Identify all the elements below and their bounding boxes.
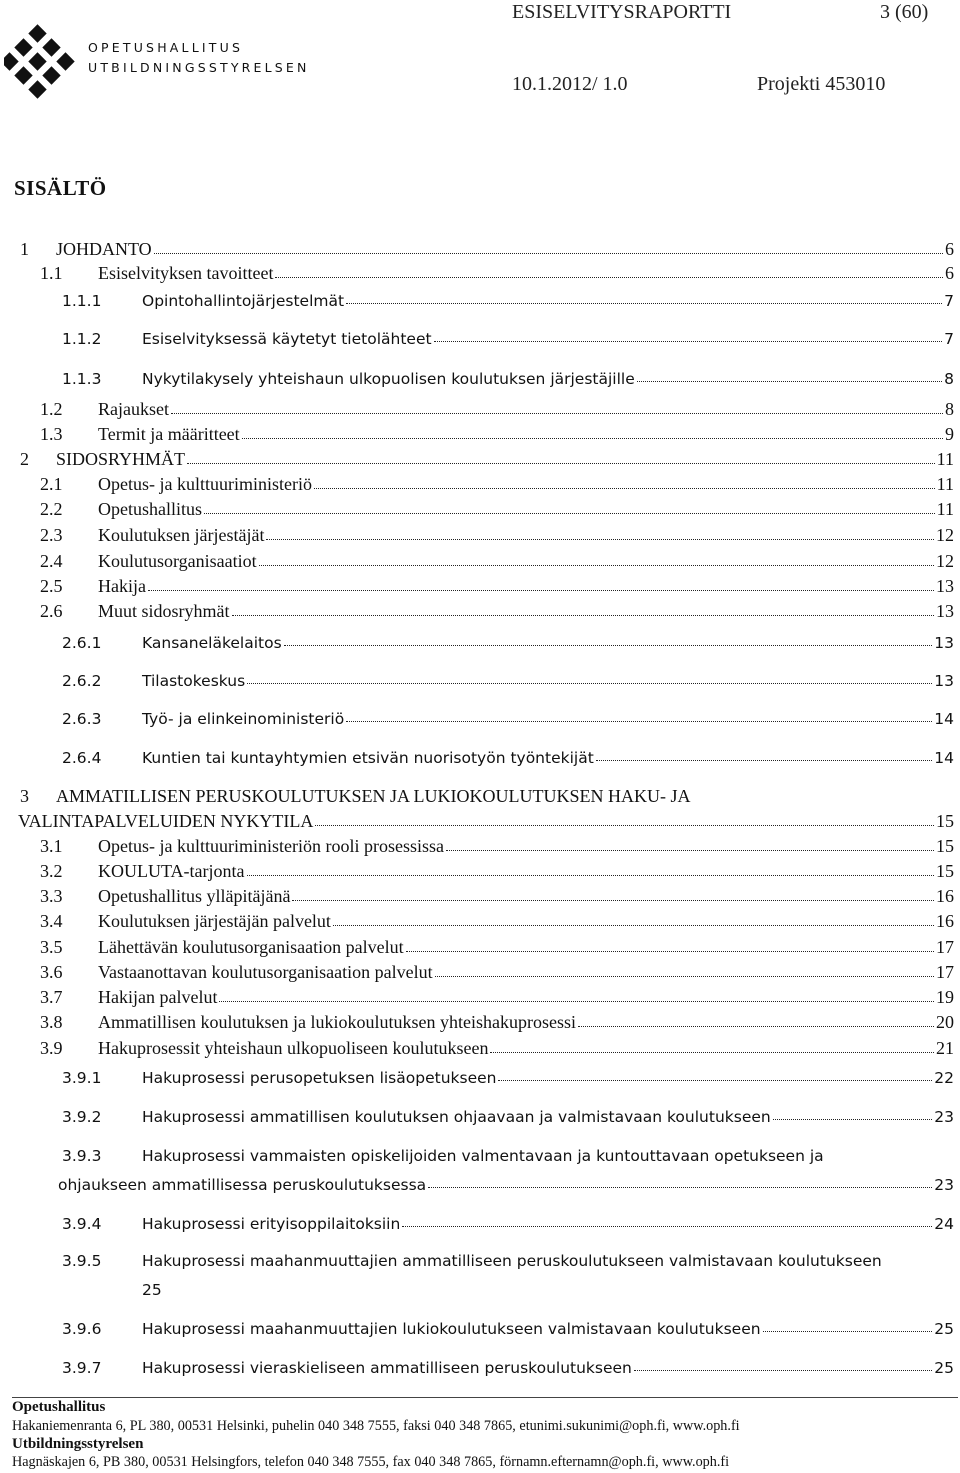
toc-entry-title: Esiselvityksessä käytetyt tietolähteet xyxy=(142,330,432,348)
toc-entry-page: 19 xyxy=(936,987,954,1007)
toc-leader-dots xyxy=(219,1001,934,1002)
toc-entry[interactable] xyxy=(0,448,960,472)
toc-entry-page: 22 xyxy=(934,1069,954,1087)
footer-org-finnish: Opetushallitus xyxy=(12,1399,106,1415)
toc-entry[interactable] xyxy=(0,1065,960,1089)
toc-entry[interactable] xyxy=(0,575,960,599)
toc-leader-dots xyxy=(346,721,932,722)
toc-leader-dots xyxy=(247,875,934,876)
toc-entry-page: 15 xyxy=(936,861,954,881)
toc-entry-title: Hakuprosessi vammaisten opiskelijoiden valmentavaan ja kuntouttavaan opetukseen ja xyxy=(142,1147,824,1165)
toc-entry[interactable] xyxy=(0,1355,960,1379)
toc-entry-number: 3.3 xyxy=(40,886,63,906)
toc-entry[interactable] xyxy=(0,1316,960,1340)
toc-leader-dots xyxy=(402,1226,932,1227)
report-title: ESISELVITYSRAPORTTI xyxy=(512,1,732,23)
toc-entry-number: 3.4 xyxy=(40,911,63,931)
toc-entry-title: Vastaanottavan koulutusorganisaation palvelut xyxy=(98,962,433,982)
toc-entry-title: Tilastokeskus xyxy=(142,672,246,690)
toc-leader-dots xyxy=(154,253,943,254)
toc-leader-dots xyxy=(232,615,934,616)
toc-entry-number: 1.1.2 xyxy=(62,330,102,348)
toc-entry[interactable] xyxy=(0,326,960,350)
toc-entry-title: Hakuprosessi maahanmuuttajien ammatilliseen peruskoulutukseen valmistavaan koulutukseen xyxy=(142,1252,882,1270)
toc-entry-page: 16 xyxy=(936,911,954,931)
toc-entry[interactable] xyxy=(0,288,960,312)
toc-leader-dots xyxy=(498,1080,932,1081)
toc-entry-title: JOHDANTO xyxy=(56,239,152,259)
page-of: 3 (60) xyxy=(880,1,929,23)
toc-entry[interactable] xyxy=(0,1248,960,1272)
date-version: 10.1.2012/ 1.0 xyxy=(512,73,628,95)
toc-entry-title: Muut sidosryhmät xyxy=(98,601,230,621)
toc-leader-dots xyxy=(406,951,934,952)
toc-entry-title: Työ- ja elinkeinoministeriö xyxy=(142,710,345,728)
toc-entry[interactable] xyxy=(0,524,960,548)
toc-entry-page: 12 xyxy=(936,551,954,571)
toc-entry-page: 8 xyxy=(944,370,954,388)
org-name-finnish: OPETUSHALLITUS xyxy=(88,40,244,55)
project-number: Projekti 453010 xyxy=(757,73,886,95)
toc-entry[interactable] xyxy=(0,423,960,447)
footer-org-swedish: Utbildningsstyrelsen xyxy=(12,1436,144,1452)
toc-entry-page: 14 xyxy=(934,749,954,767)
toc-leader-dots xyxy=(490,1052,934,1053)
toc-leader-dots xyxy=(187,463,935,464)
toc-entry-number: 1.1 xyxy=(40,263,63,283)
toc-entry[interactable] xyxy=(0,366,960,390)
toc-entry-number: 3.9.1 xyxy=(62,1069,102,1087)
toc-entry-title: Rajaukset xyxy=(98,399,169,419)
toc-entry-page: 13 xyxy=(934,672,954,690)
toc-entry-page: 6 xyxy=(945,263,954,283)
toc-entry-number: 2.4 xyxy=(40,551,63,571)
toc-entry-page: 17 xyxy=(936,937,954,957)
toc-entry[interactable] xyxy=(0,1037,960,1061)
toc-entry-title: Opetus- ja kulttuuriministeriön rooli prosessissa xyxy=(98,836,444,856)
toc-entry-title: Hakuprosessi ammatillisen koulutuksen ohjaavaan ja valmistavaan koulutukseen xyxy=(142,1108,771,1126)
toc-entry-title: Ammatillisen koulutuksen ja lukiokoulutuksen yhteishakuprosessi xyxy=(98,1012,576,1032)
footer-address-finnish: Hakaniemenranta 6, PL 380, 00531 Helsinki, puhelin 040 348 7555, faksi 040 348 7865, etunimi.sukunimi@oph.fi, www.oph.fi xyxy=(12,1418,740,1434)
toc-entry-number: 1.1.1 xyxy=(62,292,102,310)
toc-entry-number: 3.9.3 xyxy=(62,1147,102,1165)
toc-entry-page: 6 xyxy=(945,239,954,259)
toc-entry-number: 2.6.4 xyxy=(62,749,102,767)
toc-entry[interactable] xyxy=(0,1211,960,1235)
footer-divider xyxy=(12,1397,958,1398)
toc-entry-title: Hakijan palvelut xyxy=(98,987,218,1007)
toc-entry[interactable] xyxy=(0,668,960,692)
toc-entry[interactable] xyxy=(0,498,960,522)
toc-entry-title-continued: 25 xyxy=(142,1281,162,1299)
toc-entry-number: 3.9.4 xyxy=(62,1215,102,1233)
toc-entry-title: Esiselvityksen tavoitteet xyxy=(98,263,274,283)
toc-entry-title: AMMATILLISEN PERUSKOULUTUKSEN JA LUKIOKOULUTUKSEN HAKU- JA xyxy=(56,786,691,806)
toc-entry[interactable] xyxy=(0,1011,960,1035)
toc-leader-dots xyxy=(333,925,934,926)
toc-entry-page: 7 xyxy=(944,330,954,348)
toc-entry[interactable] xyxy=(0,835,960,859)
toc-entry-page: 11 xyxy=(936,499,954,519)
toc-leader-dots xyxy=(578,1026,934,1027)
toc-leader-dots xyxy=(275,277,943,278)
toc-leader-dots xyxy=(171,413,943,414)
toc-entry[interactable] xyxy=(0,745,960,769)
toc-entry-page: 16 xyxy=(936,886,954,906)
toc-entry-title: Kuntien tai kuntayhtymien etsivän nuorisotyön työntekijät xyxy=(142,749,594,767)
toc-entry-page: 15 xyxy=(936,811,954,831)
toc-entry-title: Nykytilakysely yhteishaun ulkopuolisen koulutuksen järjestäjille xyxy=(142,370,635,388)
toc-entry-number: 3.9 xyxy=(40,1038,63,1058)
toc-entry-page: 25 xyxy=(934,1359,954,1377)
toc-entry-page: 13 xyxy=(936,601,954,621)
toc-entry-title: Koulutuksen järjestäjän palvelut xyxy=(98,911,331,931)
toc-entry-page: 12 xyxy=(936,525,954,545)
toc-entry[interactable] xyxy=(0,1277,960,1301)
toc-leader-dots xyxy=(148,590,934,591)
toc-entry-number: 3.6 xyxy=(40,962,63,982)
toc-entry-number: 3.9.5 xyxy=(62,1252,102,1270)
toc-entry-title: Hakija xyxy=(98,576,146,596)
toc-leader-dots xyxy=(284,645,933,646)
toc-entry-page: 20 xyxy=(936,1012,954,1032)
toc-entry[interactable] xyxy=(0,936,960,960)
toc-leader-dots xyxy=(314,488,935,489)
toc-entry-number: 2.6.3 xyxy=(62,710,102,728)
toc-entry-title: Hakuprosessi maahanmuuttajien lukiokoulutukseen valmistavaan koulutukseen xyxy=(142,1320,761,1338)
toc-entry-number: 3.5 xyxy=(40,937,63,957)
toc-entry-number: 1.1.3 xyxy=(62,370,102,388)
toc-entry-number: 2.3 xyxy=(40,525,63,545)
toc-entry-title: Koulutusorganisaatiot xyxy=(98,551,257,571)
toc-entry-page: 23 xyxy=(934,1176,954,1194)
toc-leader-dots xyxy=(773,1119,933,1120)
toc-entry[interactable] xyxy=(0,1104,960,1128)
toc-entry[interactable] xyxy=(0,706,960,730)
toc-entry[interactable] xyxy=(0,785,960,809)
toc-entry-title: Koulutuksen järjestäjät xyxy=(98,525,265,545)
toc-entry-page: 24 xyxy=(934,1215,954,1233)
toc-entry-number: 1 xyxy=(20,239,29,259)
toc-entry[interactable] xyxy=(0,630,960,654)
toc-entry[interactable] xyxy=(0,810,960,834)
toc-entry-number: 3.9.7 xyxy=(62,1359,102,1377)
toc-entry-number: 2.6.1 xyxy=(62,634,102,652)
toc-leader-dots xyxy=(292,900,934,901)
toc-leader-dots xyxy=(247,683,932,684)
toc-leader-dots xyxy=(434,341,943,342)
toc-entry-page: 25 xyxy=(934,1320,954,1338)
toc-title: SISÄLTÖ xyxy=(14,176,107,200)
toc-entry-page: 13 xyxy=(936,576,954,596)
toc-entry[interactable] xyxy=(0,262,960,286)
oph-logo-icon xyxy=(4,24,88,108)
toc-entry-number: 3.1 xyxy=(40,836,63,856)
toc-leader-dots xyxy=(346,303,942,304)
toc-entry-title: Opintohallintojärjestelmät xyxy=(142,292,345,310)
toc-entry-number: 3.9.2 xyxy=(62,1108,102,1126)
toc-entry-title-continued: ohjaukseen ammatillisessa peruskoulutuksessa xyxy=(58,1176,427,1194)
toc-entry-page: 23 xyxy=(934,1108,954,1126)
toc-entry[interactable] xyxy=(0,885,960,909)
toc-entry-title: SIDOSRYHMÄT xyxy=(56,449,186,469)
toc-entry-page: 11 xyxy=(936,474,954,494)
toc-entry-title: Hakuprosessi vieraskieliseen ammatilliseen peruskoulutukseen xyxy=(142,1359,632,1377)
toc-entry-page: 11 xyxy=(936,449,954,469)
toc-entry[interactable] xyxy=(0,238,960,262)
toc-entry-title: Termit ja määritteet xyxy=(98,424,240,444)
toc-entry[interactable] xyxy=(0,1143,960,1167)
toc-entry-number: 3.9.6 xyxy=(62,1320,102,1338)
toc-entry-title: Hakuprosessit yhteishaun ulkopuoliseen koulutukseen xyxy=(98,1038,489,1058)
toc-leader-dots xyxy=(204,513,935,514)
toc-leader-dots xyxy=(763,1331,933,1332)
toc-entry-number: 2.2 xyxy=(40,499,63,519)
toc-leader-dots xyxy=(634,1370,932,1371)
toc-entry[interactable] xyxy=(0,398,960,422)
toc-leader-dots xyxy=(596,760,932,761)
toc-leader-dots xyxy=(637,381,942,382)
toc-entry-number: 3.7 xyxy=(40,987,63,1007)
toc-entry[interactable] xyxy=(0,1172,960,1196)
toc-entry[interactable] xyxy=(0,961,960,985)
toc-entry-number: 3.2 xyxy=(40,861,63,881)
toc-entry-number: 3 xyxy=(20,786,29,806)
toc-entry-number: 2.6.2 xyxy=(62,672,102,690)
toc-entry-number: 2.5 xyxy=(40,576,63,596)
toc-entry-page: 7 xyxy=(944,292,954,310)
toc-entry-number: 3.8 xyxy=(40,1012,63,1032)
toc-entry-title: Lähettävän koulutusorganisaation palvelut xyxy=(98,937,404,957)
toc-entry[interactable] xyxy=(0,986,960,1010)
toc-entry-number: 1.3 xyxy=(40,424,63,444)
toc-leader-dots xyxy=(435,976,934,977)
footer-address-swedish: Hagnäskajen 6, PB 380, 00531 Helsingfors, telefon 040 348 7555, fax 040 348 7865, förnamn.efternamn@oph.fi, www.oph.fi xyxy=(12,1454,730,1470)
toc-entry-number: 2 xyxy=(20,449,29,469)
toc-entry-title: Hakuprosessi perusopetuksen lisäopetukseen xyxy=(142,1069,497,1087)
toc-entry-title-continued: VALINTAPALVELUIDEN NYKYTILA xyxy=(18,811,314,831)
toc-entry-title: KOULUTA-tarjonta xyxy=(98,861,245,881)
toc-entry-number: 2.1 xyxy=(40,474,63,494)
toc-entry[interactable] xyxy=(0,550,960,574)
toc-entry-page: 17 xyxy=(936,962,954,982)
toc-entry-title: Opetushallitus xyxy=(98,499,202,519)
toc-entry[interactable] xyxy=(0,600,960,624)
toc-entry-page: 9 xyxy=(945,424,954,444)
toc-entry-title: Hakuprosessi erityisoppilaitoksiin xyxy=(142,1215,401,1233)
toc-leader-dots xyxy=(315,825,934,826)
org-name-swedish: UTBILDNINGSSTYRELSEN xyxy=(88,60,310,75)
toc-entry-number: 1.2 xyxy=(40,399,63,419)
toc-entry-title: Kansaneläkelaitos xyxy=(142,634,282,652)
toc-leader-dots xyxy=(446,850,934,851)
toc-leader-dots xyxy=(266,539,934,540)
toc-entry-page: 13 xyxy=(934,634,954,652)
toc-entry-page: 15 xyxy=(936,836,954,856)
toc-leader-dots xyxy=(259,565,934,566)
toc-entry-page: 14 xyxy=(934,710,954,728)
toc-entry-title: Opetushallitus ylläpitäjänä xyxy=(98,886,291,906)
toc-leader-dots xyxy=(242,438,943,439)
toc-entry[interactable] xyxy=(0,910,960,934)
toc-entry[interactable] xyxy=(0,860,960,884)
toc-entry[interactable] xyxy=(0,473,960,497)
toc-entry-page: 8 xyxy=(945,399,954,419)
toc-entry-title: Opetus- ja kulttuuriministeriö xyxy=(98,474,312,494)
toc-leader-dots xyxy=(428,1187,932,1188)
toc-entry-page: 21 xyxy=(936,1038,954,1058)
toc-entry-number: 2.6 xyxy=(40,601,63,621)
